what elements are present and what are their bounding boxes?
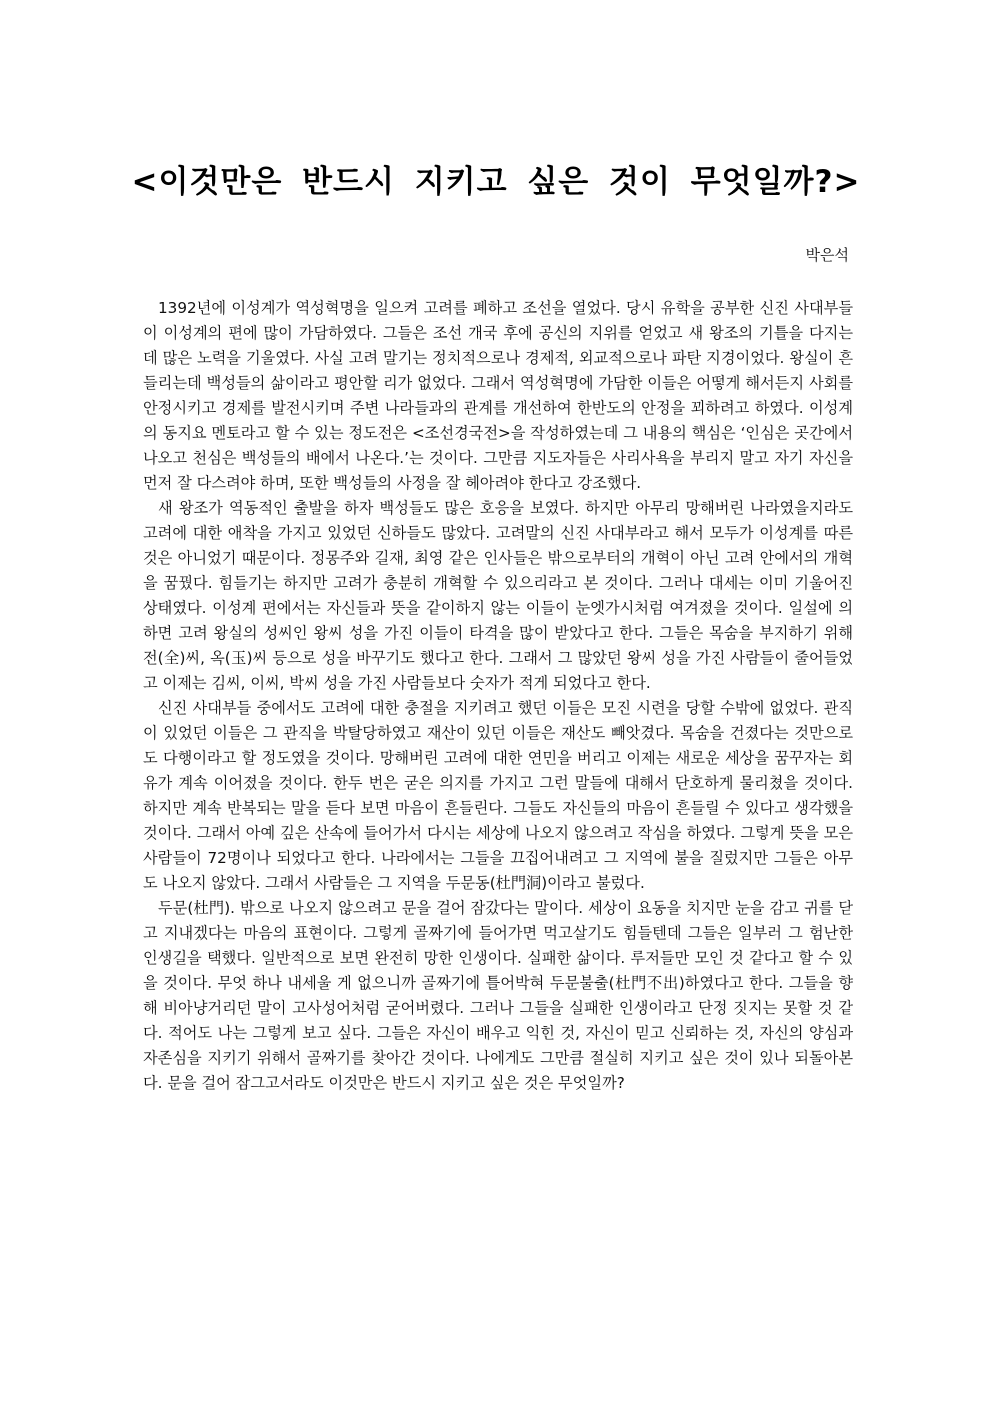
document-title: <이것만은 반드시 지키고 싶은 것이 무엇일까?> [131,164,861,200]
paragraph-1: 1392년에 이성계가 역성혁명을 일으켜 고려를 폐하고 조선을 열었다. 당시 유학을 공부한 신진 사대부들이 이성계의 편에 많이 가담하였다. 그들은 조선 개국 후에 공신의 지위를 얻었고 새 왕조의 기틀을 다지는 데 많은 노력을 기울였다. 사실 고려 말기는 정치적으로나 경제적, 외교적으로나 파탄 지경이었다. 왕실이 흔들리는데 백성들의 삶이라고 평안할 리가 없었다. 그래서 역성혁명에 가담한 이들은 어떻게 해서든지 사회를 안정시키고 경제를 발전시키며 주변 나라들과의 관계를 개선하여 한반도의 안정을 꾀하려고 하였다. 이성계의 동지요 멘토라고 할 수 있는 정도전은 <조선경국전>을 작성하였는데 그 내용의 핵심은 ‘인심은 곳간에서 나오고 천심은 백성들의 배에서 나온다.’는 것이다. 그만큼 지도자들은 사리사욕을 부리지 말고 자기 자신을 먼저 잘 다스려야 하며, 또한 백성들의 사정을 잘 헤아려야 한다고 강조했다. [143,299,853,492]
author-name: 박은석 [805,246,849,264]
document-body [143,296,853,1096]
paragraph-2: 새 왕조가 역동적인 출발을 하자 백성들도 많은 호응을 보였다. 하지만 아무리 망해버린 나라였을지라도 고려에 대한 애착을 가지고 있었던 신하들도 많았다. 고려말의 신진 사대부라고 해서 모두가 이성계를 따른 것은 아니었기 때문이다. 정몽주와 길재, 최영 같은 인사들은 밖으로부터의 개혁이 아닌 고려 안에서의 개혁을 꿈꿨다. 힘들기는 하지만 고려가 충분히 개혁할 수 있으리라고 본 것이다. 그러나 대세는 이미 기울어진 상태였다. 이성계 편에서는 자신들과 뜻을 같이하지 않는 이들이 눈엣가시처럼 여겨졌을 것이다. 일설에 의하면 고려 왕실의 성씨인 왕씨 성을 가진 이들이 타격을 많이 받았다고 한다. 그들은 목숨을 부지하기 위해 전(全)씨, 옥(玉)씨 등으로 성을 바꾸기도 했다고 한다. 그래서 그 많았던 왕씨 성을 가진 사람들이 줄어들었고 이제는 김씨, 이씨, 박씨 성을 가진 사람들보다 숫자가 적게 되었다고 한다. [143,499,853,692]
paragraph-3: 신진 사대부들 중에서도 고려에 대한 충절을 지키려고 했던 이들은 모진 시련을 당할 수밖에 없었다. 관직이 있었던 이들은 그 관직을 박탈당하였고 재산이 있던 이들은 재산도 빼앗겼다. 목숨을 건졌다는 것만으로도 다행이라고 할 정도였을 것이다. 망해버린 고려에 대한 연민을 버리고 이제는 새로운 세상을 꿈꾸자는 회유가 계속 이어졌을 것이다. 한두 번은 굳은 의지를 가지고 그런 말들에 대해서 단호하게 물리쳤을 것이다. 하지만 계속 반복되는 말을 듣다 보면 마음이 흔들린다. 그들도 자신들의 마음이 흔들릴 수 있다고 생각했을 것이다. 그래서 아예 깊은 산속에 들어가서 다시는 세상에 나오지 않으려고 작심을 하였다. 그렇게 뜻을 모은 사람들이 72명이나 되었다고 한다. 나라에서는 그들을 끄집어내려고 그 지역에 불을 질렀지만 그들은 아무도 나오지 않았다. 그래서 사람들은 그 지역을 두문동(杜門洞)이라고 불렀다. [143,699,853,892]
paragraph-4: 두문(杜門). 밖으로 나오지 않으려고 문을 걸어 잠갔다는 말이다. 세상이 요동을 치지만 눈을 감고 귀를 닫고 지내겠다는 마음의 표현이다. 그렇게 골짜기에 들어가면 먹고살기도 힘들텐데 그들은 일부러 그 험난한 인생길을 택했다. 일반적으로 보면 완전히 망한 인생이다. 실패한 삶이다. 루저들만 모인 것 같다고 할 수 있을 것이다. 무엇 하나 내세울 게 없으니까 골짜기에 틀어박혀 두문불출(杜門不出)하였다고 한다. 그들을 향해 비아냥거리던 말이 고사성어처럼 굳어버렸다. 그러나 그들을 실패한 인생이라고 단정 짓지는 못할 것 같다. 적어도 나는 그렇게 보고 싶다. 그들은 자신이 배우고 익힌 것, 자신이 믿고 신뢰하는 것, 자신의 양심과 자존심을 지키기 위해서 골짜기를 찾아간 것이다. 나에게도 그만큼 절실히 지키고 싶은 것이 있나 되돌아본다. 문을 걸어 잠그고서라도 이것만은 반드시 지키고 싶은 것은 무엇일까? [143,899,853,1092]
